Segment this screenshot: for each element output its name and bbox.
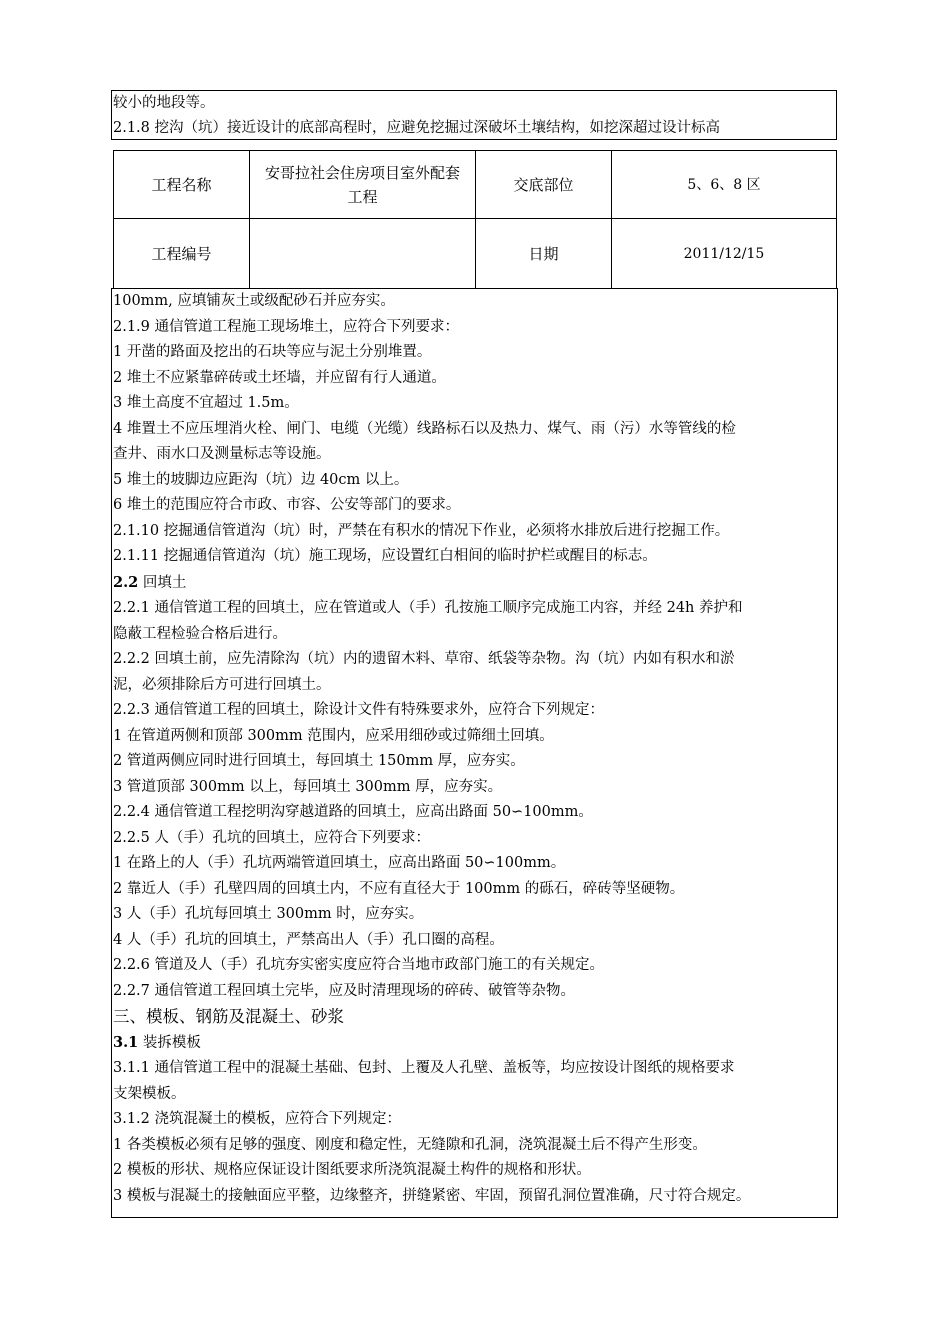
text-line: 6 堆土的范围应符合市政、市容、公安等部门的要求。 [113,497,461,513]
text-line: 2.1.11 挖掘通信管道沟（坑）施工现场，应设置红白相间的临时护栏或醒目的标志。 [113,548,657,564]
text-line: 查井、雨水口及测量标志等设施。 [113,446,331,462]
project-no-label: 工程编号 [114,219,250,289]
text-line: 2.2.2 回填土前，应先清除沟（坑）内的遗留木料、草帘、纸袋等杂物。沟（坑）内如有积水和淤 [113,651,735,667]
text-line: 1 开凿的路面及挖出的石块等应与泥土分别堆置。 [113,344,432,360]
text-line: 3.1.2 浇筑混凝土的模板，应符合下列规定： [113,1111,402,1127]
chapter-heading-3: 三、模板、钢筋及混凝土、砂浆 [113,1007,344,1026]
section-title: 回填土 [138,574,187,591]
text-line: 2 管道两侧应同时进行回填土，每回填土 150mm 厚，应夯实。 [113,753,525,769]
text-line: 泥，必须排除后方可进行回填土。 [113,676,331,693]
text-line: 2.2.3 通信管道工程的回填土，除设计文件有特殊要求外，应符合下列规定： [113,702,605,718]
text-line: 2.1.10 挖掘通信管道沟（坑）时，严禁在有积水的情况下作业，必须将水排放后进行挖掘工作。 [113,522,730,539]
text-line: 3 人（手）孔坑每回填土 300mm 时，应夯实。 [113,906,424,922]
text-line: 4 人（手）孔坑的回填土，严禁高出人（手）孔口圈的高程。 [113,931,504,948]
text-line: 1 各类模板必须有足够的强度、刚度和稳定性，无缝隙和孔洞，浇筑混凝土后不得产生形变。 [113,1136,707,1153]
text-line: 2.2.4 通信管道工程挖明沟穿越道路的回填土，应高出路面 50∽100mm。 [113,804,593,820]
project-info-table [113,150,837,289]
text-line: 较小的地段等。 [113,95,215,111]
text-line: 2 靠近人（手）孔壁四周的回填土内，不应有直径大于 100mm 的砾石，碎砖等坚硬物。 [113,880,685,897]
table-row [114,151,837,219]
text-line: 100mm, 应填铺灰土或级配砂石并应夯实。 [113,293,395,309]
text-line: 支架模板。 [113,1085,186,1102]
text-line: 3 管道顶部 300mm 以上，每回填土 300mm 厚，应夯实。 [113,778,503,795]
section-title: 装拆模板 [138,1034,201,1051]
text-line: 3 模板与混凝土的接触面应平整，边缘整齐，拼缝紧密、牢固，预留孔洞位置准确，尺寸符合规定。 [113,1187,751,1204]
location-label: 交底部位 [476,151,612,219]
text-line: 2.2.6 管道及人（手）孔坑夯实密实度应符合当地市政部门施工的有关规定。 [113,957,605,973]
project-name-label: 工程名称 [114,151,250,219]
text-line: 4 堆置土不应压埋消火栓、闸门、电缆（光缆）线路标石以及热力、煤气、雨（污）水等管线的检 [113,420,736,437]
text-line: 2 模板的形状、规格应保证设计图纸要求所浇筑混凝土构件的规格和形状。 [113,1162,591,1178]
project-no-value [250,219,476,289]
text-line: 2.1.9 通信管道工程施工现场堆土，应符合下列要求： [113,318,460,335]
text-line: 隐蔽工程检验合格后进行。 [113,625,287,642]
text-line: 2.1.8 挖沟（坑）接近设计的底部高程时，应避免挖掘过深破坏土壤结构，如挖深超过设计标高 [113,120,720,136]
text-line: 3 堆土高度不宜超过 1.5m。 [113,395,299,411]
text-line: 3.1.1 通信管道工程中的混凝土基础、包封、上覆及人孔壁、盖板等，均应按设计图纸的规格要求 [113,1060,735,1076]
section-heading-2-2 [112,570,837,597]
text-line: 1 在管道两侧和顶部 300mm 范围内，应采用细砂或过筛细土回填。 [113,727,554,744]
continued-text-box [111,90,837,140]
table-row [114,219,837,289]
text-line: 5 堆土的坡脚边应距沟（坑）边 40cm 以上。 [113,471,409,488]
section-heading-3-1 [112,1030,837,1057]
date-value: 2011/12/15 [612,219,837,289]
text-line: 2 堆土不应紧靠碎砖或土坯墙，并应留有行人通道。 [113,369,446,386]
main-content-box [111,288,838,1218]
text-line: 2.2.7 通信管道工程回填土完毕，应及时清理现场的碎砖、破管等杂物。 [113,982,576,999]
date-label: 日期 [476,219,612,289]
section-number: 2.2 [113,573,139,591]
text-line: 1 在路上的人（手）孔坑两端管道回填土，应高出路面 50∽100mm。 [113,855,566,871]
text-line: 2.2.5 人（手）孔坑的回填土，应符合下列要求： [113,829,431,846]
text-line: 2.2.1 通信管道工程的回填土，应在管道或人（手）孔按施工顺序完成施工内容，并经 24h 养护和 [113,600,743,616]
location-value: 5、6、8 区 [612,151,837,219]
project-name-value: 安哥拉社会住房项目室外配套工程 [250,151,476,219]
section-number: 3.1 [113,1033,139,1051]
